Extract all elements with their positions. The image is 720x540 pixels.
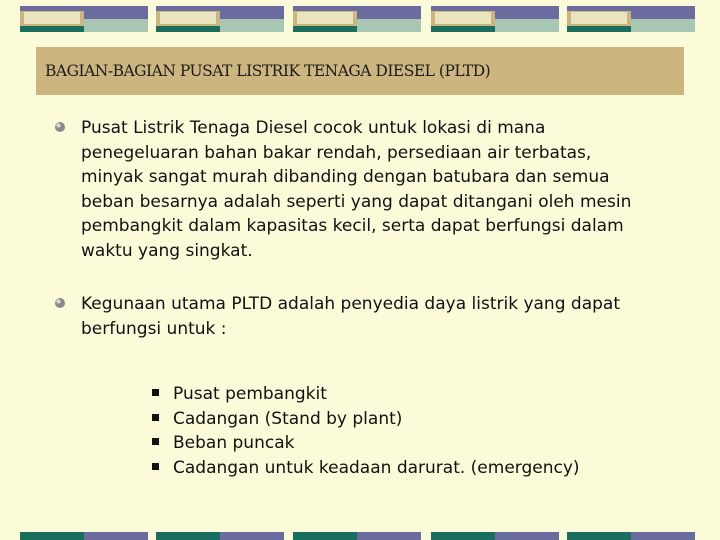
list-item-text: Beban puncak: [173, 433, 295, 453]
square-bullet-icon: [152, 463, 159, 470]
bullet-line: waktu yang singkat.: [81, 240, 253, 261]
decorative-stripe: [435, 12, 491, 24]
decorative-stripe: [84, 532, 148, 540]
decorative-stripe: [293, 532, 357, 540]
decorative-stripe: [567, 26, 631, 32]
bullet-text: [81, 292, 681, 341]
bullet-text: [81, 116, 681, 263]
decorative-stripe: [567, 532, 631, 540]
decorative-stripe: [156, 26, 220, 32]
decorative-stripe: [431, 26, 495, 32]
top-decorative-bar: [0, 6, 720, 32]
list-item-text: Cadangan (Stand by plant): [173, 408, 403, 429]
square-bullet-icon: [152, 389, 159, 396]
decorative-stripe: [357, 6, 421, 19]
decorative-stripe: [357, 532, 421, 540]
bullet-icon: [54, 297, 66, 309]
square-bullet-icon: [152, 438, 159, 445]
decorative-stripe: [297, 12, 353, 24]
decorative-stripe: [631, 6, 695, 19]
slide-title-bar: [36, 47, 684, 95]
decorative-stripe: [495, 6, 559, 19]
bullet-line: minyak sangat murah dibanding dengan batubara dan semua: [81, 167, 610, 187]
decorative-stripe: [24, 12, 80, 24]
list-item-text: Cadangan untuk keadaan darurat. (emergency): [173, 457, 580, 478]
decorative-stripe: [84, 6, 148, 19]
bottom-decorative-bar: [0, 532, 720, 540]
bullet-line: penegeluaran bahan bakar rendah, persediaan air terbatas,: [81, 142, 592, 163]
decorative-stripe: [220, 6, 284, 19]
bullet-line: pembangkit dalam kapasitas kecil, serta dapat berfungsi dalam: [81, 216, 624, 236]
decorative-stripe: [156, 532, 220, 540]
decorative-stripe: [631, 532, 695, 540]
decorative-stripe: [160, 12, 216, 24]
bullet-icon: [54, 121, 66, 133]
decorative-stripe: [495, 532, 559, 540]
slide-title: BAGIAN-BAGIAN PUSAT LISTRIK TENAGA DIESEL (PLTD): [45, 62, 491, 80]
list-item-text: Pusat pembangkit: [173, 384, 327, 404]
square-bullet-icon: [152, 414, 159, 421]
decorative-stripe: [20, 26, 84, 32]
decorative-stripe: [571, 12, 627, 24]
decorative-stripe: [220, 532, 284, 540]
decorative-stripe: [293, 26, 357, 32]
bullet-line: berfungsi untuk :: [81, 318, 227, 339]
bullet-line: beban besarnya adalah seperti yang dapat ditangani oleh mesin: [81, 191, 632, 212]
bullet-line: Kegunaan utama PLTD adalah penyedia daya listrik yang dapat: [81, 294, 620, 314]
decorative-stripe: [20, 532, 84, 540]
bullet-line: Pusat Listrik Tenaga Diesel cocok untuk lokasi di mana: [81, 118, 546, 138]
decorative-stripe: [431, 532, 495, 540]
